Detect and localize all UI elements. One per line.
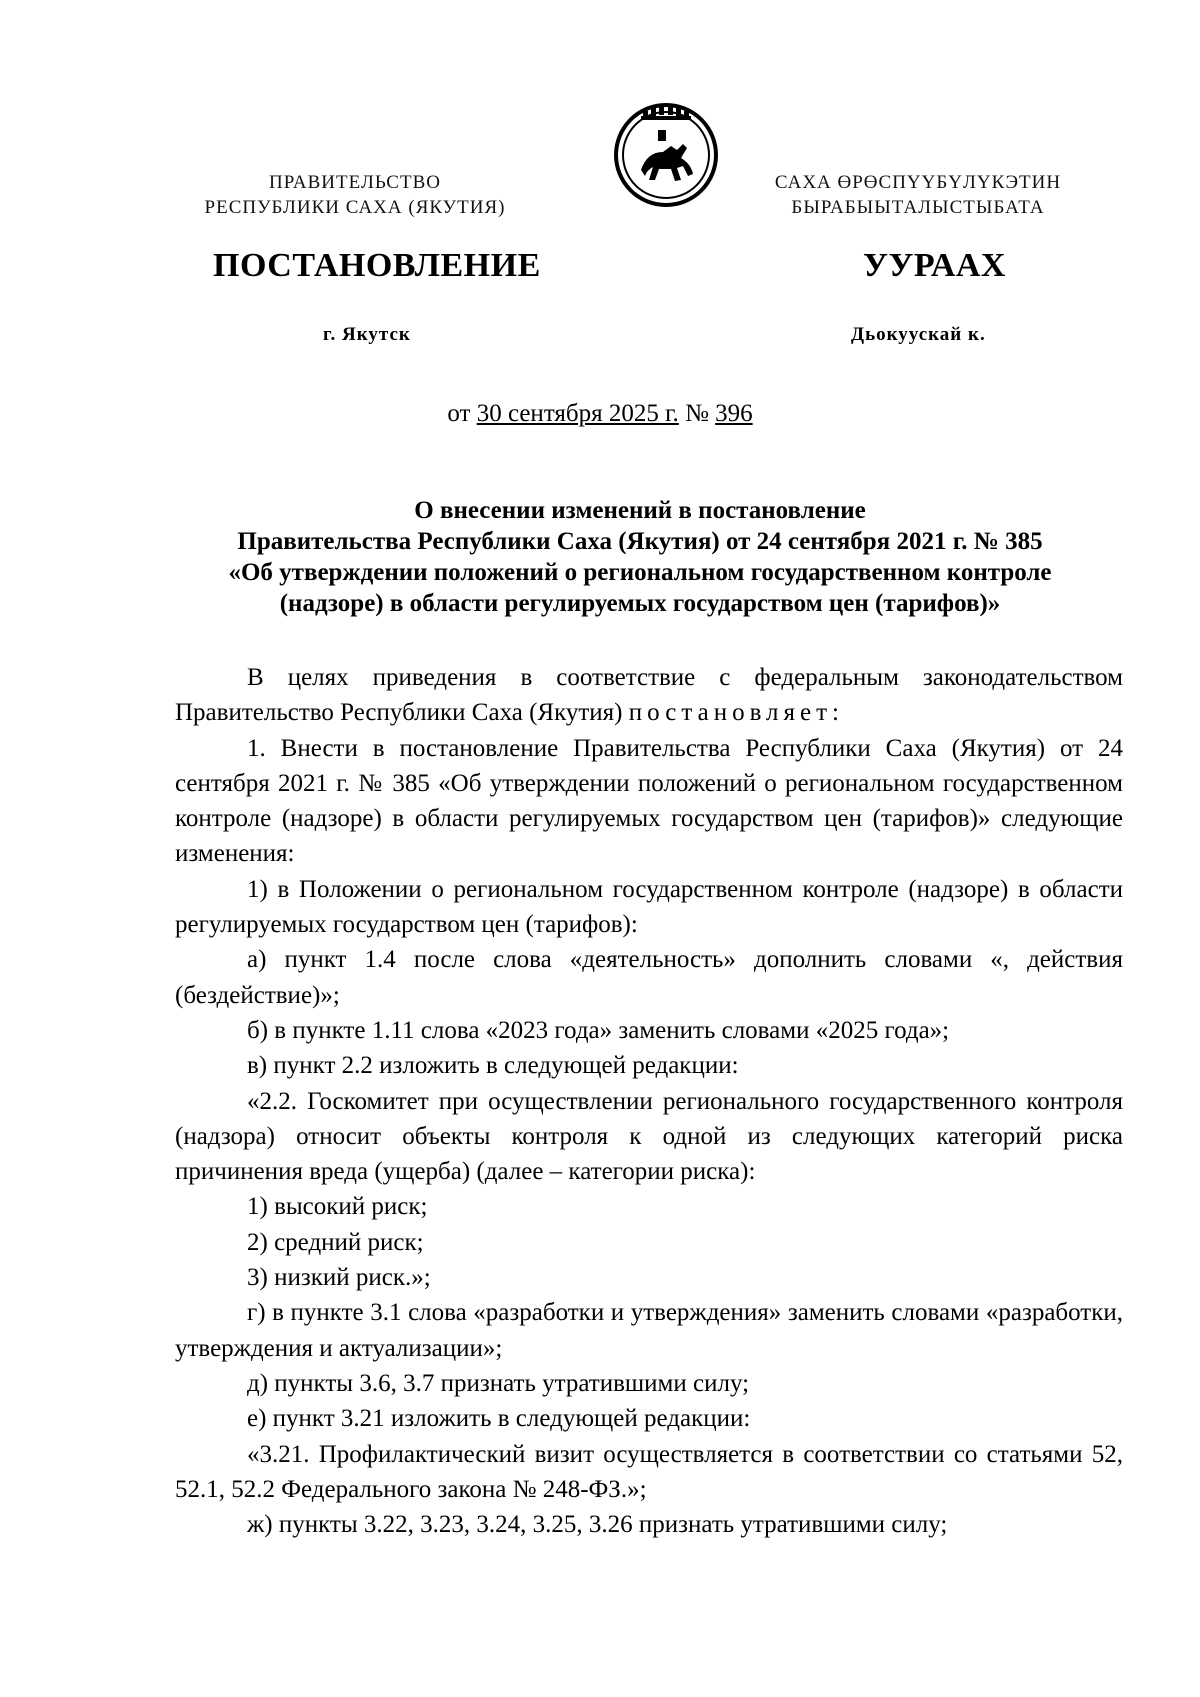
decree-number: 396 bbox=[715, 400, 753, 427]
body-paragraph: «3.21. Профилактический визит осуществляется в соответствии со статьями 52, 52.1, 52.2 Федерального закона № 248-ФЗ.»; bbox=[175, 1440, 1123, 1503]
body-paragraph: 1) высокий риск; bbox=[247, 1193, 428, 1221]
government-name-yakut-line1: САХА ӨРӨСПҮҮБҮЛҮКЭТИН bbox=[774, 172, 1062, 193]
preamble-text: В целях приведения в соответствие с федеральным законодательством Правительство Республики Саха (Якутия) bbox=[175, 664, 1123, 727]
government-name-line2: РЕСПУБЛИКИ САХА (ЯКУТИЯ) bbox=[204, 197, 506, 218]
body-paragraph: е) пункт 3.21 изложить в следующей редакции: bbox=[247, 1405, 751, 1433]
government-name-line1: ПРАВИТЕЛЬСТВО bbox=[269, 172, 441, 193]
title-line-1: О внесении изменений в постановление bbox=[414, 497, 866, 524]
title-line-2: Правительства Республики Саха (Якутия) от 24 сентября 2021 г. № 385 bbox=[237, 528, 1043, 555]
body-paragraph: 1) в Положении о региональном государственном контроле (надзоре) в области регулируемых государством цен (тарифов): bbox=[175, 875, 1123, 939]
preamble-paragraph bbox=[175, 660, 1123, 731]
document-type-russian: ПОСТАНОВЛЕНИЕ bbox=[213, 247, 541, 284]
number-sign: № bbox=[685, 400, 709, 427]
decree-date-line bbox=[0, 400, 1200, 428]
date-prefix: от bbox=[447, 400, 471, 427]
city-russian: г. Якутск bbox=[323, 324, 411, 345]
preamble-resolves: постановляет: bbox=[628, 699, 844, 727]
body-paragraph: «2.2. Госкомитет при осуществлении регионального государственного контроля (надзора) относит объекты контроля к одной из следующих категорий риска причинения вреда (ущерба) (далее – категории риска): bbox=[175, 1087, 1123, 1186]
body-paragraph: 3) низкий риск.»; bbox=[247, 1264, 431, 1292]
decree-body bbox=[175, 660, 1123, 1542]
body-paragraph: 2) средний риск; bbox=[247, 1228, 424, 1256]
body-paragraph: 1. Внести в постановление Правительства Республики Саха (Якутия) от 24 сентября 2021 г. № 385 «Об утверждении положений о региональном государственном контроле (надзоре) в области регулируемых государством цен (тарифов)» следующие изменения: bbox=[175, 734, 1123, 868]
decree-title bbox=[160, 495, 1120, 619]
title-line-3: «Об утверждении положений о региональном государственном контроле bbox=[228, 559, 1052, 586]
government-name-russian bbox=[165, 170, 545, 220]
body-paragraph: в) пункт 2.2 изложить в следующей редакции: bbox=[247, 1052, 739, 1080]
body-paragraph: ж) пункты 3.22, 3.23, 3.24, 3.25, 3.26 признать утратившими силу; bbox=[247, 1511, 948, 1539]
body-paragraph: а) пункт 1.4 после слова «деятельность» дополнить словами «, действия (бездействие)»; bbox=[175, 946, 1123, 1009]
city-yakut: Дьокуускай к. bbox=[851, 324, 986, 345]
government-name-yakut-line2: БЫРАБЫЫТАЛЫСТЫБАТА bbox=[791, 197, 1045, 218]
body-paragraph: г) в пункте 3.1 слова «разработки и утверждения» заменить словами «разработки, утверждения и актуализации»; bbox=[175, 1299, 1123, 1362]
coat-of-arms-emblem bbox=[611, 100, 721, 210]
decree-date: 30 сентября 2025 г. bbox=[476, 400, 679, 427]
government-name-yakut bbox=[728, 170, 1108, 220]
document-type-yakut: УУРААХ bbox=[863, 247, 1006, 284]
title-line-4: (надзоре) в области регулируемых государством цен (тарифов)» bbox=[279, 590, 1001, 617]
body-paragraph: д) пункты 3.6, 3.7 признать утратившими силу; bbox=[247, 1369, 750, 1397]
body-paragraph: б) в пункте 1.11 слова «2023 года» заменить словами «2025 года»; bbox=[247, 1016, 950, 1044]
